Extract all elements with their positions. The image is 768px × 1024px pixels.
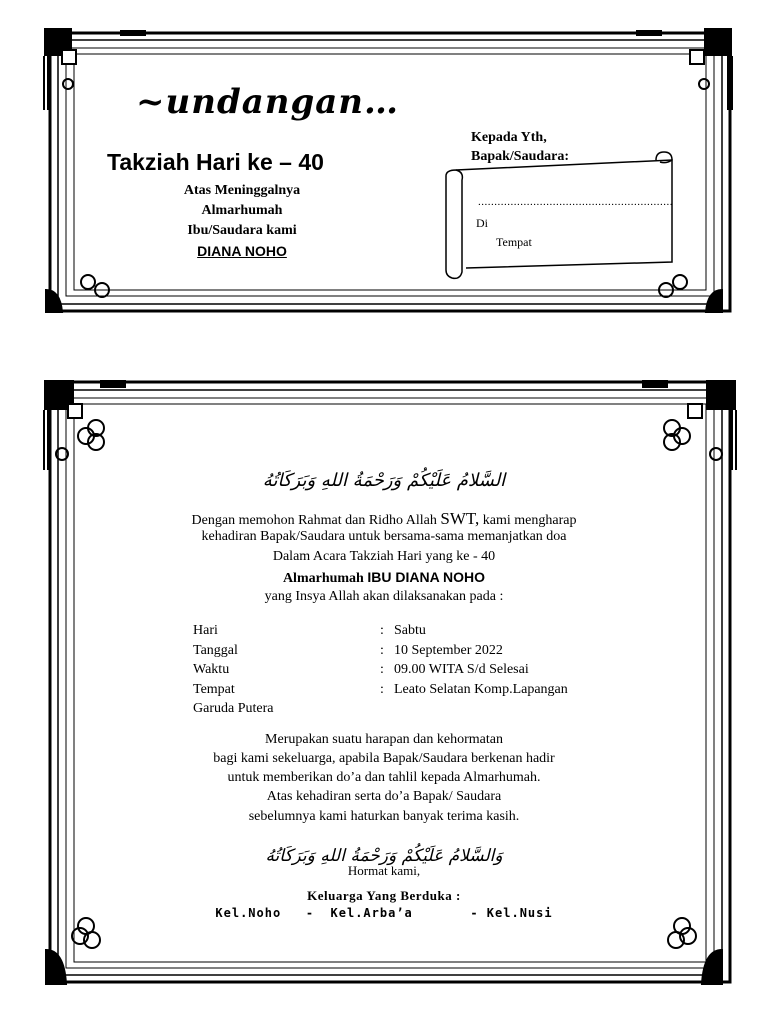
corner-ornament-icon	[46, 918, 722, 984]
envelope-line-2: Almarhumah	[201, 203, 283, 218]
logo-text: undangan	[165, 82, 364, 122]
undangan-logo	[136, 82, 399, 122]
detail-sep: :	[380, 643, 384, 658]
corner-ornament-icon	[78, 420, 104, 450]
corner-ornament-icon	[664, 420, 690, 450]
greeting-arabic: السَّلامُ عَلَيْكُمْ وَرَحْمَةُ اللهِ وَبَرَكَاتُهُ	[262, 470, 506, 491]
envelope-line-3: Ibu/Saudara kami	[187, 223, 297, 238]
detail-label-tempat: Tempat	[193, 682, 235, 697]
envelope-card	[0, 0, 768, 330]
place-continuation: Garuda Putera	[193, 701, 274, 716]
opening-swt: SWT,	[440, 509, 480, 528]
opening-line-1	[84, 509, 684, 529]
recipient-line-2: Bapak/Saudara:	[471, 149, 570, 164]
opening-pre: Dengan memohon Rahmat dan Ridho Allah	[191, 513, 441, 528]
name-prefix: Almarhumah	[282, 571, 368, 586]
detail-value-hari: Sabtu	[394, 623, 426, 638]
detail-label-waktu: Waktu	[193, 662, 230, 677]
invitation-card	[0, 370, 768, 1024]
family-names: Kel.Noho - Kel.Arba’a - Kel.Nusi	[215, 906, 553, 920]
recipient-tempat: Tempat	[496, 235, 532, 249]
opening-line-2: kehadiran Bapak/Saudara untuk bersama-sama memanjatkan doa	[201, 529, 567, 544]
detail-label-hari: Hari	[193, 623, 218, 638]
closing-line-3: untuk memberikan do’a dan tahlil kepada Almarhumah.	[227, 770, 541, 785]
recipient-line-1: Kepada Yth,	[471, 130, 547, 145]
envelope-title: Takziah Hari ke – 40	[107, 149, 324, 175]
logo-decoration-icon: ~	[136, 82, 166, 122]
recipient-di: Di	[476, 216, 488, 230]
closing-line-1: Merupakan suatu harapan dan kehormatan	[265, 732, 503, 747]
detail-sep: :	[380, 682, 384, 697]
detail-sep: :	[380, 623, 384, 638]
regards: Hormat kami,	[347, 863, 421, 878]
opening-line-3: Dalam Acara Takziah Hari yang ke - 40	[272, 549, 496, 564]
detail-value-waktu: 09.00 WITA S/d Selesai	[394, 662, 529, 677]
opening-post: kami mengharap	[479, 513, 577, 528]
envelope-line-1: Atas Meninggalnya	[183, 183, 301, 198]
detail-sep: :	[380, 662, 384, 677]
detail-value-tanggal: 10 September 2022	[394, 643, 503, 658]
deceased-name-line	[84, 569, 684, 587]
closing-line-2: bagi kami sekeluarga, apabila Bapak/Saudara berkenan hadir	[213, 751, 555, 766]
detail-value-tempat: Leato Selatan Komp.Lapangan	[394, 682, 568, 697]
corner-ornament-icon	[46, 275, 722, 312]
pre-details-line: yang Insya Allah akan dilaksanakan pada :	[264, 589, 504, 604]
closing-arabic: وَالسَّلامُ عَلَيْكُمْ وَرَحْمَةُ اللهِ وَبَرَكَاتُهُ	[265, 846, 503, 866]
closing-line-4: Atas kehadiran serta do’a Bapak/ Saudara	[266, 789, 502, 804]
envelope-deceased-name: DIANA NOHO	[197, 243, 287, 259]
invitation-ornamental-frame	[0, 370, 768, 1024]
closing-line-5: sebelumnya kami haturkan banyak terima kasih.	[248, 809, 520, 824]
corner-ornament-icon	[44, 380, 126, 470]
deceased-name: IBU DIANA NOHO	[367, 569, 486, 585]
logo-decoration-icon: …	[364, 82, 399, 122]
detail-label-tanggal: Tanggal	[193, 643, 238, 658]
family-title: Keluarga Yang Berduka :	[307, 888, 461, 903]
recipient-dots: ............................................................	[478, 196, 673, 208]
